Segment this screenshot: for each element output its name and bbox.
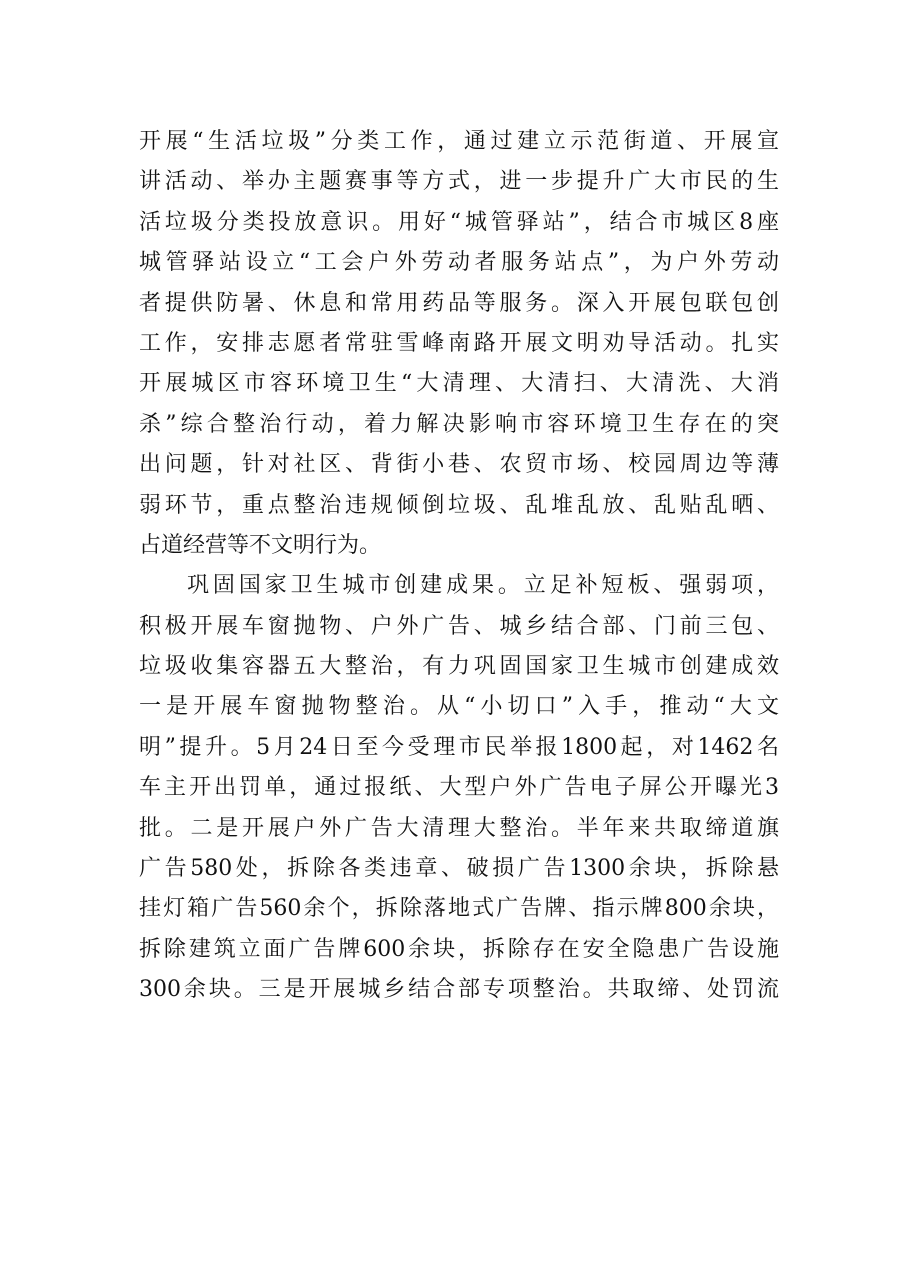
text-line: 活垃圾分类投放意识。用好“城管驿站”，结合市城区8座 xyxy=(139,209,779,235)
text-line: 挂灯箱广告560余个，拆除落地式广告牌、指示牌800余块， xyxy=(139,896,779,922)
text-line: 出问题，针对社区、背街小巷、农贸市场、校园周边等薄 xyxy=(139,452,779,478)
text-line: 广告580处，拆除各类违章、破损广告1300余块，拆除悬 xyxy=(139,856,779,882)
text-line: 巩固国家卫生城市创建成果。立足补短板、强弱项， xyxy=(187,573,779,599)
text-line: 拆除建筑立面广告牌600余块，拆除存在安全隐患广告设施 xyxy=(139,936,779,962)
text-line: 明”提升。5月24日至今受理市民举报1800起，对1462名 xyxy=(139,734,779,760)
text-line: 城管驿站设立“工会户外劳动者服务站点”，为户外劳动 xyxy=(139,250,779,276)
text-line: 弱环节，重点整治违规倾倒垃圾、乱堆乱放、乱贴乱晒、 xyxy=(139,492,779,518)
text-line: 占道经营等不文明行为。 xyxy=(139,532,382,558)
text-line: 垃圾收集容器五大整治，有力巩固国家卫生城市创建成效 xyxy=(139,654,779,680)
text-line: 工作，安排志愿者常驻雪峰南路开展文明劝导活动。扎实 xyxy=(139,330,779,356)
text-line: 积极开展车窗抛物、户外广告、城乡结合部、门前三包、 xyxy=(139,613,779,639)
body-text xyxy=(139,122,779,1011)
text-line: 一是开展车窗抛物整治。从“小切口”入手，推动“大文 xyxy=(139,694,779,720)
text-line: 批。二是开展户外广告大清理大整治。半年来共取缔道旗 xyxy=(139,815,779,841)
text-line: 开展“生活垃圾”分类工作，通过建立示范街道、开展宣 xyxy=(139,129,779,154)
text-line: 杀”综合整治行动，着力解决影响市容环境卫生存在的突 xyxy=(139,411,779,437)
text-line: 300余块。三是开展城乡结合部专项整治。共取缔、处罚流 xyxy=(139,977,779,1003)
text-line: 者提供防暑、休息和常用药品等服务。深入开展包联包创 xyxy=(139,290,779,316)
text-line: 车主开出罚单，通过报纸、大型户外广告电子屏公开曝光3 xyxy=(139,775,779,801)
text-line: 讲活动、举办主题赛事等方式，进一步提升广大市民的生 xyxy=(139,169,779,195)
text-line: 开展城区市容环境卫生“大清理、大清扫、大清洗、大消 xyxy=(139,371,779,397)
